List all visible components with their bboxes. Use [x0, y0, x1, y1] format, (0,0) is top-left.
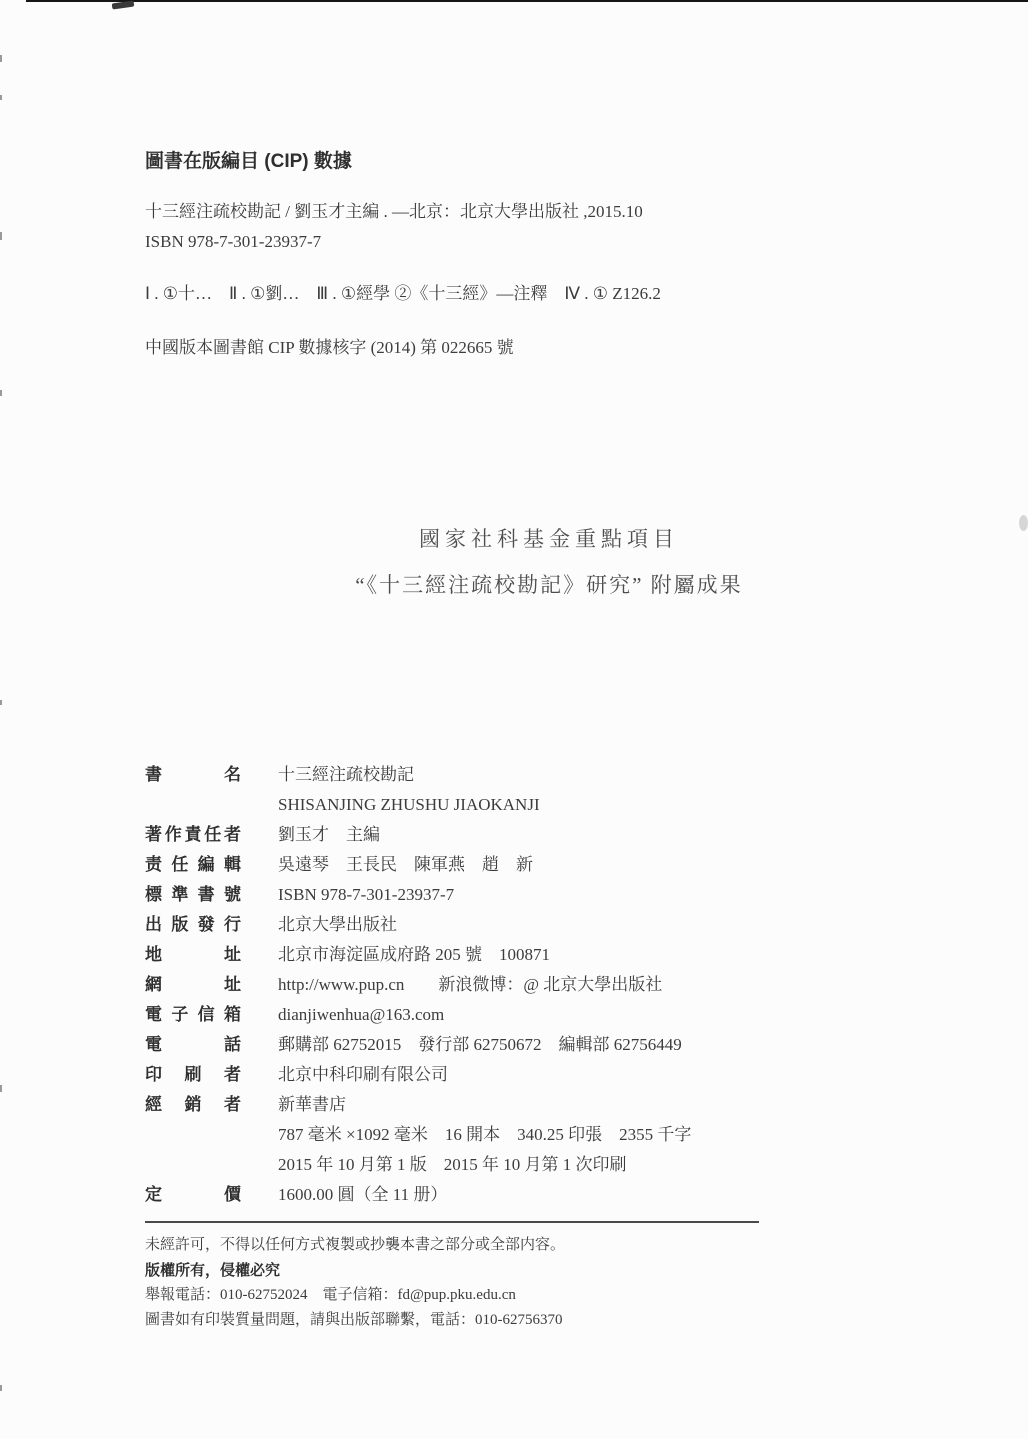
scan-artifact-dash: [0, 232, 2, 240]
detail-row-edition: [145, 1150, 805, 1180]
detail-row-book-title: [145, 760, 805, 790]
detail-label: 經銷者: [145, 1095, 241, 1114]
detail-value: 吳遠琴 王長民 陳軍燕 趙 新: [278, 855, 533, 874]
detail-value: dianjiwenhua@163.com: [278, 1005, 445, 1024]
detail-row-editors: [145, 850, 805, 880]
detail-label: 定價: [145, 1185, 241, 1204]
detail-label: 網址: [145, 975, 241, 994]
detail-row-price: [145, 1180, 805, 1210]
detail-row-format: [145, 1120, 805, 1150]
detail-label: 標準書號: [145, 885, 241, 904]
detail-value: 北京中科印刷有限公司: [278, 1065, 448, 1084]
footer-rights-line: 版權所有，侵權必究: [145, 1262, 281, 1279]
detail-label: [145, 1120, 241, 1150]
detail-row-pinyin-title: [145, 790, 805, 820]
detail-value: 北京大學出版社: [278, 915, 397, 934]
footer-notice-line: 未經許可，不得以任何方式複製或抄襲本書之部分或全部内容。: [145, 1237, 566, 1253]
detail-row-phone: [145, 1030, 805, 1060]
project-result-line: “《十三經注疏校勘記》研究” 附屬成果: [355, 573, 743, 597]
footer-quality-line: 圖書如有印裝質量問題，請與出版部聯繫，電話：010-62756370: [145, 1312, 563, 1328]
scan-artifact-dash: [0, 1085, 2, 1092]
detail-row-website: [145, 970, 805, 1000]
detail-label: 地址: [145, 945, 241, 964]
detail-label: 责任編輯: [145, 855, 241, 874]
detail-value: 1600.00 圓（全 11 册）: [278, 1185, 448, 1204]
detail-label: 著作責任者: [145, 825, 241, 844]
detail-label: 印刷者: [145, 1065, 241, 1084]
copyright-footer: [145, 1233, 825, 1333]
detail-row-distributor: [145, 1090, 805, 1120]
cip-registry-line: 中國版本圖書館 CIP 數據核字 (2014) 第 022665 號: [145, 338, 514, 357]
detail-value: 郵購部 62752015 發行部 62750672 編輯部 62756449: [278, 1035, 682, 1054]
scan-artifact-blob: [1019, 515, 1028, 531]
footer-divider: [145, 1221, 759, 1223]
cip-heading: 圖書在版編目 (CIP) 數據: [145, 151, 352, 172]
detail-row-publisher: [145, 910, 805, 940]
detail-label: 電子信箱: [145, 1005, 241, 1024]
scan-artifact-dash: [0, 700, 2, 705]
scan-artifact-dash: [0, 1385, 2, 1391]
detail-value: 787 毫米 ×1092 毫米 16 開本 340.25 印張 2355 千字: [278, 1125, 692, 1144]
footer-report-line: 舉報電話：010-62752024 電子信箱：fd@pup.pku.edu.cn: [145, 1287, 516, 1303]
detail-value: ISBN 978-7-301-23937-7: [278, 885, 455, 904]
detail-value: 劉玉才 主編: [278, 825, 380, 844]
detail-label: [145, 790, 241, 820]
detail-row-email: [145, 1000, 805, 1030]
detail-label: 電話: [145, 1035, 241, 1054]
publication-details: [145, 760, 805, 1210]
cip-classification-line: Ⅰ . ①十… Ⅱ . ①劉… Ⅲ . ①經學 ②《十三經》—注釋 Ⅳ . ① Z126.2: [145, 284, 661, 303]
detail-value: SHISANJING ZHUSHU JIAOKANJI: [278, 795, 540, 814]
scan-artifact-dash: [0, 55, 2, 62]
cip-isbn-line: ISBN 978-7-301-23937-7: [145, 232, 322, 251]
detail-value: 新華書店: [278, 1095, 346, 1114]
detail-row-printer: [145, 1060, 805, 1090]
detail-label: 出版發行: [145, 915, 241, 934]
detail-row-address: [145, 940, 805, 970]
cip-record-line: 十三經注疏校勘記 / 劉玉才主編 . —北京：北京大學出版社 ,2015.10: [145, 202, 643, 221]
detail-value: 北京市海淀區成府路 205 號 100871: [278, 945, 550, 964]
project-block: [104, 516, 994, 608]
project-title-line: 國家社科基金重點項目: [419, 527, 679, 551]
scan-artifact-dash: [0, 95, 2, 100]
detail-value: http://www.pup.cn 新浪微博：@ 北京大學出版社: [278, 975, 663, 994]
detail-value: 2015 年 10 月第 1 版 2015 年 10 月第 1 次印刷: [278, 1155, 627, 1174]
detail-label: 書名: [145, 765, 241, 784]
detail-value: 十三經注疏校勘記: [278, 765, 414, 784]
scan-artifact-top-line: [26, 0, 1028, 2]
detail-label: [145, 1150, 241, 1180]
detail-row-author: [145, 820, 805, 850]
cip-block: [145, 146, 825, 363]
scan-artifact-dash: [0, 390, 2, 396]
detail-row-isbn: [145, 880, 805, 910]
